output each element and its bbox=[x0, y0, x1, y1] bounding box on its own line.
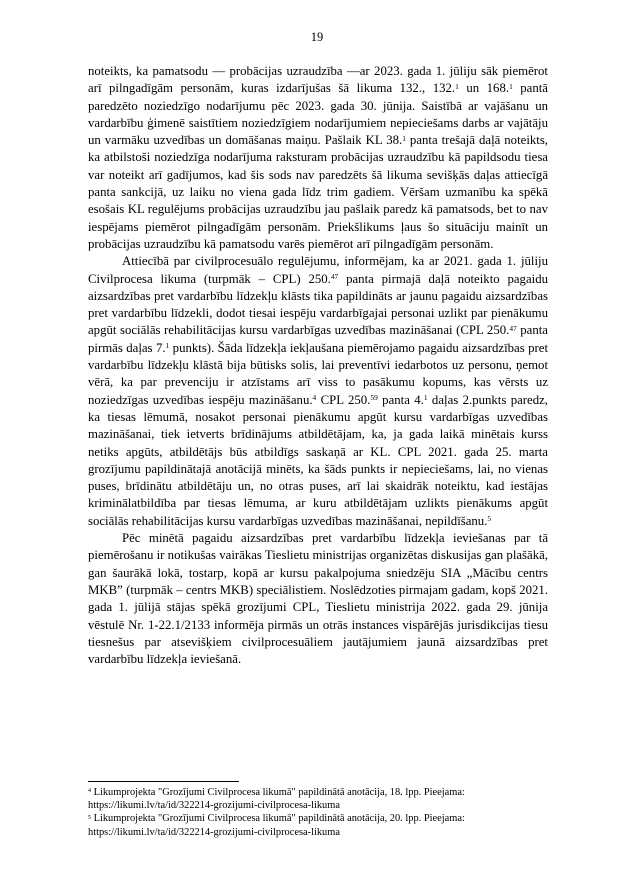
document-body bbox=[88, 63, 548, 668]
superscript-reference: 1 bbox=[455, 81, 459, 91]
paragraph-1: noteikts, ka pamatsodu — probācijas uzraudzība —ar 2023. gada 1. jūliju sāk piemērot arī pilngadīgām personām, kuras izdarījušas šā likuma 132., 132.$^1$ un 168.$^1$ pantā paredzēto noziedzīgo nodarījumu pēc 2023. gada 30. jūnija. Saistībā ar vajāšanu un vardarbību ģimenē saistītiem noziedzīgiem nodarījumiem nepieciešams darbs ar vajātāju un varmāku uzvedības un domāšanas maiņu. Pašlaik KL 38.$^1$ panta trešajā daļā noteikts, ka atbilstoši noziedzīga nodarījuma raksturam probācijas uzraudzību kā papildsodu tiesa var noteikt arī gadījumos, kad šis sods nav paredzēts šā likuma sevišķās daļas attiecīgā panta sankcijā, uz laiku no viena gada līdz trim gadiem. Vēršam uzmanību ka spēkā esošais KL regulējums probācijas uzraudzību jau pašlaik paredz kā pamatsods, bet to nav iespējams piemērot pilngadīgām personām. Priekšlikums ļaus šo situāciju mainīt un probācijas uzraudzību kā pamatsodu varēs piemērot arī pilngadīgām personām. bbox=[88, 64, 549, 251]
footnote-5-body: Likumprojekta "Grozījumi Civilprocesa likumā" papildinātā anotācija, 20. lpp. Pieejama: bbox=[93, 813, 465, 825]
footnote-separator bbox=[88, 781, 239, 782]
page-number: 19 bbox=[310, 30, 324, 44]
footnote-4 bbox=[88, 786, 548, 812]
footnotes-section bbox=[88, 781, 548, 839]
paragraph-3: Pēc minētā pagaidu aizsardzības pret vardarbību līdzekļa ieviešanas par tā piemērošanu ir notikušas vairākas Tieslietu ministrijas organizētas diskusijas gan plašākā, gan šaurākā lokā, tostarp, kopā ar kursu pakalpojuma sniedzēju SIA „Mācību centrs MKB” (turpmāk – centrs MKB) speciālistiem. Noslēdzoties pirmajam gadam, kopš 2021. gada 1. jūlijā stājas spēkā grozījumi CPL, Tieslietu ministrija 2022. gada 29. jūnija vēstulē Nr. 1-22.1/2133 informēja pirmās un otrās instances vispārējās jurisdikcijas tiesu tiesnešus par atsevišķiem civilprocesuāliem jautājumiem jaunā aizsardzības pret vardarbību līdzekļa ieviešanā. bbox=[88, 531, 548, 667]
superscript-reference: 4 bbox=[312, 393, 317, 403]
footnote-4-text bbox=[88, 786, 548, 799]
superscript-reference: 1 bbox=[509, 81, 513, 91]
superscript-reference: 47 bbox=[509, 324, 517, 334]
superscript-reference: 1 bbox=[423, 393, 428, 403]
superscript-reference: 47 bbox=[330, 272, 339, 282]
footnote-5-url: https://likumi.lv/ta/id/322214-grozijumi-civilprocesa-likuma bbox=[88, 826, 340, 838]
footnote-4-marker: 4 bbox=[88, 788, 92, 795]
footnote-4-url: https://likumi.lv/ta/id/322214-grozijumi-civilprocesa-likuma bbox=[88, 800, 340, 812]
footnote-4-body: Likumprojekta "Grozījumi Civilprocesa likumā" papildinātā anotācija, 18. lpp. Pieejama: bbox=[93, 787, 465, 798]
footnote-5-marker: 5 bbox=[88, 814, 92, 821]
paragraph-2: Attiecībā par civilprocesuālo regulējumu, informējam, ka ar 2021. gada 1. jūliju Civilprocesa likuma (turpmāk – CPL) 250.47 panta pirmajā daļā noteikto pagaidu aizsardzības pret vardarbību līdzekļu klāsts tika papildināts ar jaunu pagaidu aizsardzības pret vardarbību līdzekli, dodot tiesai iespēju vardarbīgajai personai uzlikt par pienākumu apgūt sociālās rehabilitācijas kursu vardarbīgas uzvedības mazināšanai (CPL 250.47 panta pirmās daļas 7.$^1$ punkts). Šāda līdzekļa iekļaušana piemērojamo pagaidu aizsardzības pret vardarbību līdzekļu klāstā bija būtisks solis, lai preventīvi iedarbotos uz personu, ņemot vērā, ka par prevenciju ir atzīstams arī viss to pasākumu kopums, kas vērsts uz noziedzīgas uzvedības iespēju mazināšanu.$^4$ CPL 250.59 panta 4.$^1$ daļas 2.punkts paredz, ka tiesas lēmumā, nosakot personai pienākumu apgūt kursu vardarbīgas uzvedības mazināšanai, tiek ietverts brīdinājums atbildētājam, ka, ja gada laikā minētais kurss netiks apgūts, atbildētājs būs atbildīgs saskaņā ar KL. CPL 2021. gada 25. marta grozījumu papildinātajā anotācijā minēts, ka šāds punkts ir nepieciešams, lai, no vienas puses, brīdinātu atbildētāju un, no otras puses, arī lai skaidrāk noteiktu, kad iestājas kriminālatbildība par tiesas lēmuma, ar kuru atbildētājam uzlikts pienākums apgūt sociālās rehabilitācijas kursu vardarbīgas uzvedības mazināšanai, nepildīšanu.$^5$ bbox=[88, 254, 549, 528]
footnote-5 bbox=[88, 812, 548, 838]
superscript-reference: 59 bbox=[370, 393, 378, 403]
superscript-reference: 1 bbox=[402, 133, 406, 143]
superscript-reference: 5 bbox=[487, 514, 492, 524]
footnote-5-text bbox=[88, 812, 548, 825]
superscript-reference: 1 bbox=[165, 341, 170, 351]
